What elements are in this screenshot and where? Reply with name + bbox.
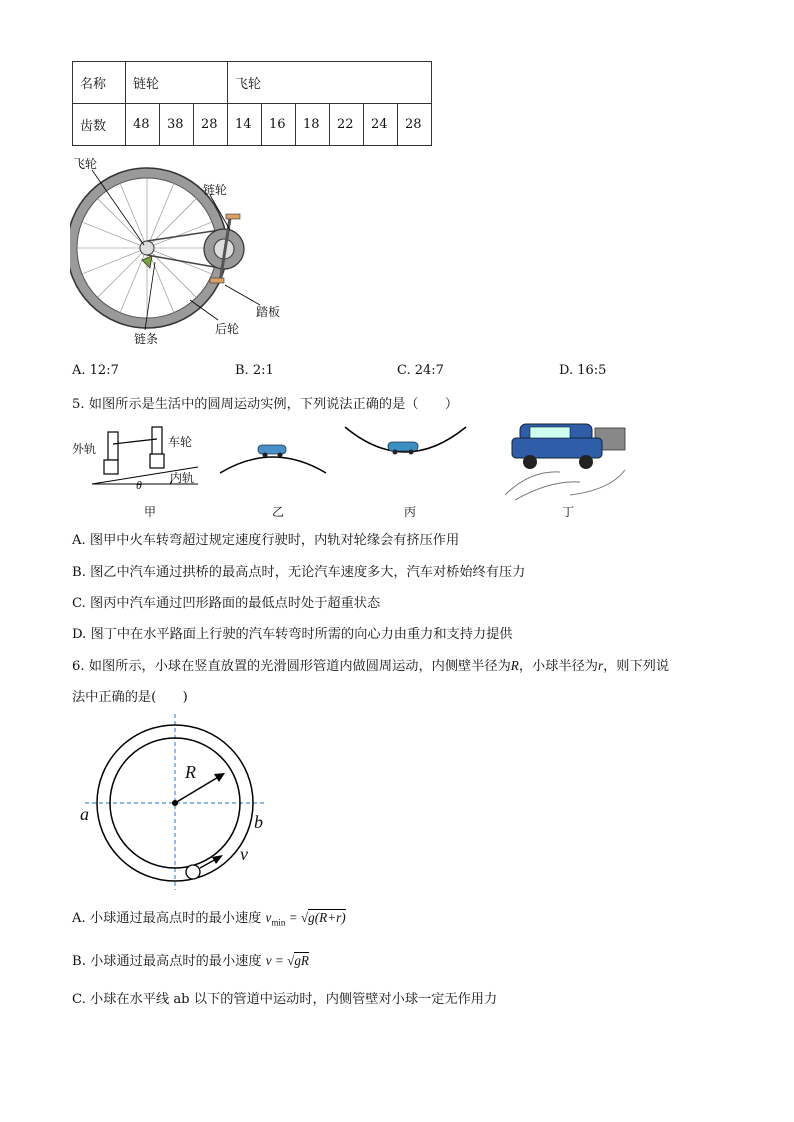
q6-option-b-v: v = √ bbox=[265, 953, 295, 968]
q6-option-a bbox=[72, 907, 346, 928]
q6-option-b bbox=[72, 950, 309, 969]
caption-bing: 丙 bbox=[404, 505, 417, 519]
table-cell: 16 bbox=[262, 104, 296, 146]
q6-option-a-vmin: $v_{min}$ = √ bbox=[265, 910, 309, 928]
q6-stem-text: 6. 如图所示，小球在竖直放置的光滑圆形管道内做圆周运动，内侧壁半径为 bbox=[72, 659, 511, 674]
table-cell: 飞轮 bbox=[228, 62, 432, 104]
table-cell: 18 bbox=[296, 104, 330, 146]
outer-rail-label: 外轨 bbox=[72, 442, 97, 456]
gear-teeth-table bbox=[72, 61, 432, 146]
q5-option-a: A. 图甲中火车转弯超过规定速度行驶时，内轨对轮缘会有挤压作用 bbox=[72, 533, 460, 548]
flywheel-label: 飞轮 bbox=[73, 157, 98, 171]
q4-option-c: C. 24:7 bbox=[397, 363, 444, 378]
q5-option-b: B. 图乙中汽车通过拱桥的最高点时，无论汽车速度多大，汽车对桥始终有压力 bbox=[72, 565, 526, 580]
table-row bbox=[73, 104, 432, 146]
table-cell: 38 bbox=[160, 104, 194, 146]
velocity-v-label: v bbox=[240, 844, 248, 864]
table-row bbox=[73, 62, 432, 104]
table-cell: 齿数 bbox=[73, 104, 126, 146]
q6-stem-r: r bbox=[597, 658, 604, 673]
q6-option-c: C. 小球在水平线 ab 以下的管道中运动时，内侧管壁对小球一定无作用力 bbox=[72, 992, 498, 1007]
q5-stem: 5. 如图所示是生活中的圆周运动实例，下列说法正确的是（ ） bbox=[72, 397, 459, 412]
q6-option-a-text: A. 小球通过最高点时的最小速度 bbox=[72, 911, 262, 926]
pedal-label: 踏板 bbox=[256, 305, 281, 319]
circular-tube-figure bbox=[75, 712, 275, 892]
q4-option-d: D. 16:5 bbox=[559, 363, 607, 378]
caption-yi: 乙 bbox=[272, 505, 285, 519]
arch-bridge-figure bbox=[218, 435, 328, 475]
table-cell: 28 bbox=[398, 104, 432, 146]
q5-option-d: D. 图丁中在水平路面上行驶的汽车转弯时所需的向心力由重力和支持力提供 bbox=[72, 627, 513, 642]
rear-wheel-label: 后轮 bbox=[215, 322, 240, 336]
q4-option-a: A. 12:7 bbox=[72, 363, 119, 378]
table-cell: 14 bbox=[228, 104, 262, 146]
point-b-label: b bbox=[254, 812, 263, 832]
chainring-label: 链轮 bbox=[203, 183, 228, 197]
turning-car-figure bbox=[500, 410, 630, 502]
q6-stem-line2: 法中正确的是( ) bbox=[72, 690, 188, 705]
q5-option-c: C. 图丙中汽车通过凹形路面的最低点时处于超重状态 bbox=[72, 596, 381, 611]
table-cell: 22 bbox=[330, 104, 364, 146]
concave-road-figure bbox=[343, 422, 468, 482]
table-cell: 48 bbox=[126, 104, 160, 146]
bicycle-wheel-figure bbox=[70, 150, 300, 350]
q4-option-b: B. 2:1 bbox=[235, 363, 274, 378]
theta-label: θ bbox=[136, 478, 142, 492]
q6-option-a-formula: g(R+r) bbox=[308, 910, 346, 925]
inner-rail-label: 内轨 bbox=[170, 471, 195, 485]
point-a-label: a bbox=[80, 804, 89, 824]
table-cell: 28 bbox=[194, 104, 228, 146]
q6-option-b-text: B. 小球通过最高点时的最小速度 bbox=[72, 954, 262, 969]
wheel-label: 车轮 bbox=[168, 435, 193, 449]
q6-stem-end: ，则下列说 bbox=[603, 659, 670, 674]
table-cell: 名称 bbox=[73, 62, 126, 104]
radius-R-label: R bbox=[185, 762, 196, 782]
q6-option-b-formula: gR bbox=[294, 953, 309, 968]
chain-label: 链条 bbox=[134, 332, 159, 346]
q6-stem-line1 bbox=[72, 655, 669, 674]
caption-ding: 丁 bbox=[562, 505, 575, 519]
q6-stem-mid: ，小球半径为 bbox=[518, 659, 598, 674]
caption-jia: 甲 bbox=[144, 505, 157, 519]
table-cell: 24 bbox=[364, 104, 398, 146]
table-cell: 链轮 bbox=[126, 62, 228, 104]
q6-stem-R: R bbox=[510, 658, 519, 673]
